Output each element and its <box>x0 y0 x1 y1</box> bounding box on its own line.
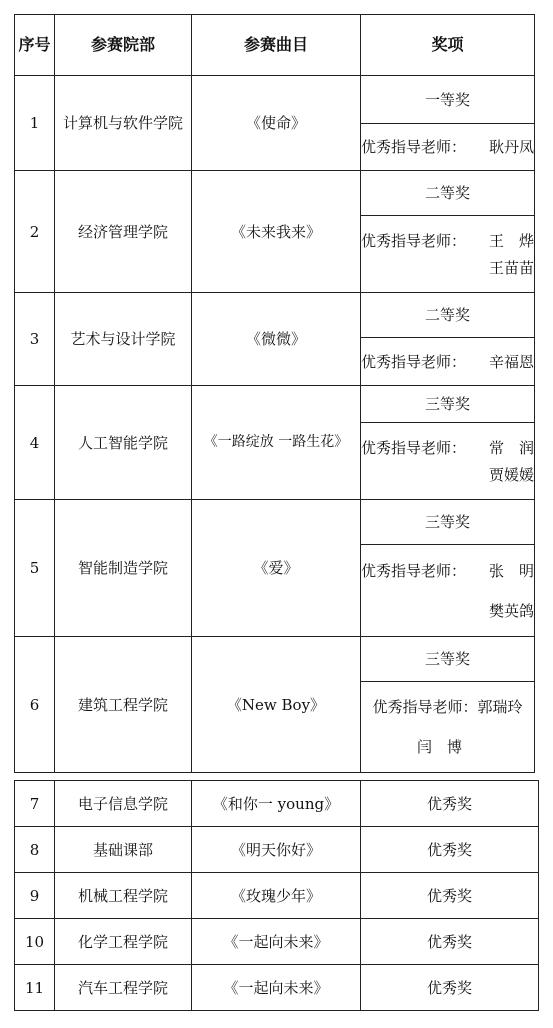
row-award: 二等奖 <box>361 171 535 216</box>
teacher-name: 耿丹凤 <box>488 138 534 156</box>
row-no: 2 <box>15 171 55 293</box>
header-award: 奖项 <box>361 15 535 76</box>
teacher-name: 贾媛媛 <box>488 465 534 484</box>
row-no: 10 <box>15 919 55 965</box>
row-college: 汽车工程学院 <box>55 965 192 1011</box>
header-song: 参赛曲目 <box>192 15 361 76</box>
row-college: 建筑工程学院 <box>55 637 192 773</box>
table-row <box>15 386 535 423</box>
row-award: 一等奖 <box>361 76 535 124</box>
table-row <box>15 781 539 827</box>
row-teacher-cell <box>361 124 535 171</box>
header-no: 序号 <box>15 15 55 76</box>
table-row <box>15 500 535 545</box>
row-song: 《玫瑰少年》 <box>192 873 361 919</box>
row-no: 11 <box>15 965 55 1011</box>
row-song: 《New Boy》 <box>192 637 361 773</box>
row-award: 三等奖 <box>361 500 535 545</box>
row-award: 优秀奖 <box>361 827 539 873</box>
table-row <box>15 827 539 873</box>
teacher-label: 优秀指导老师： <box>361 438 467 457</box>
row-award: 优秀奖 <box>361 873 539 919</box>
row-college: 基础课部 <box>55 827 192 873</box>
row-teacher-cell <box>361 338 535 386</box>
row-teacher-cell <box>361 423 535 500</box>
row-no: 5 <box>15 500 55 637</box>
row-song: 《未来我来》 <box>192 171 361 293</box>
row-college: 化学工程学院 <box>55 919 192 965</box>
row-song: 《一起向未来》 <box>192 965 361 1011</box>
row-no: 7 <box>15 781 55 827</box>
row-college: 计算机与软件学院 <box>55 76 192 171</box>
row-no: 8 <box>15 827 55 873</box>
teacher-name: 辛福恩 <box>488 352 534 371</box>
header-row <box>15 15 535 76</box>
row-award: 三等奖 <box>361 386 535 423</box>
row-no: 9 <box>15 873 55 919</box>
table-row <box>15 873 539 919</box>
excellence-awards-table <box>14 780 539 1011</box>
row-song: 《微微》 <box>192 293 361 386</box>
teacher-label: 优秀指导老师： <box>361 561 467 580</box>
teacher-label: 优秀指导老师： <box>372 698 478 716</box>
teacher-label: 优秀指导老师： <box>361 138 467 156</box>
row-college: 艺术与设计学院 <box>55 293 192 386</box>
row-teacher-cell <box>361 682 535 773</box>
row-song: 《和你一 young》 <box>192 781 361 827</box>
header-college: 参赛院部 <box>55 15 192 76</box>
row-award: 优秀奖 <box>361 781 539 827</box>
teacher-name: 常 润 <box>488 438 534 457</box>
row-no: 6 <box>15 637 55 773</box>
row-song: 《明天你好》 <box>192 827 361 873</box>
row-college: 电子信息学院 <box>55 781 192 827</box>
awards-table <box>14 14 535 773</box>
teacher-name: 樊英鸽 <box>488 601 534 620</box>
row-song: 《一路绽放 一路生花》 <box>192 386 361 500</box>
teacher-name: 郭瑞玲 <box>477 698 523 716</box>
table-row <box>15 637 535 682</box>
row-college: 机械工程学院 <box>55 873 192 919</box>
teacher-label: 优秀指导老师： <box>361 231 467 250</box>
teacher-label: 优秀指导老师： <box>361 352 467 371</box>
table-row <box>15 965 539 1011</box>
row-teacher-cell <box>361 545 535 637</box>
table-row <box>15 171 535 216</box>
row-no: 3 <box>15 293 55 386</box>
row-award: 二等奖 <box>361 293 535 338</box>
teacher-name: 张 明 <box>488 561 534 580</box>
row-song: 《使命》 <box>192 76 361 171</box>
teacher-name: 王 烨 <box>488 231 534 250</box>
teacher-name: 闫 博 <box>417 738 463 756</box>
row-college: 经济管理学院 <box>55 171 192 293</box>
row-teacher-cell <box>361 216 535 293</box>
row-award: 三等奖 <box>361 637 535 682</box>
teacher-name: 王苗苗 <box>488 258 534 277</box>
table-row <box>15 293 535 338</box>
table-row <box>15 919 539 965</box>
row-no: 1 <box>15 76 55 171</box>
row-award: 优秀奖 <box>361 965 539 1011</box>
table-row <box>15 76 535 124</box>
row-no: 4 <box>15 386 55 500</box>
row-college: 人工智能学院 <box>55 386 192 500</box>
row-college: 智能制造学院 <box>55 500 192 637</box>
row-song: 《爱》 <box>192 500 361 637</box>
row-award: 优秀奖 <box>361 919 539 965</box>
row-song: 《一起向未来》 <box>192 919 361 965</box>
